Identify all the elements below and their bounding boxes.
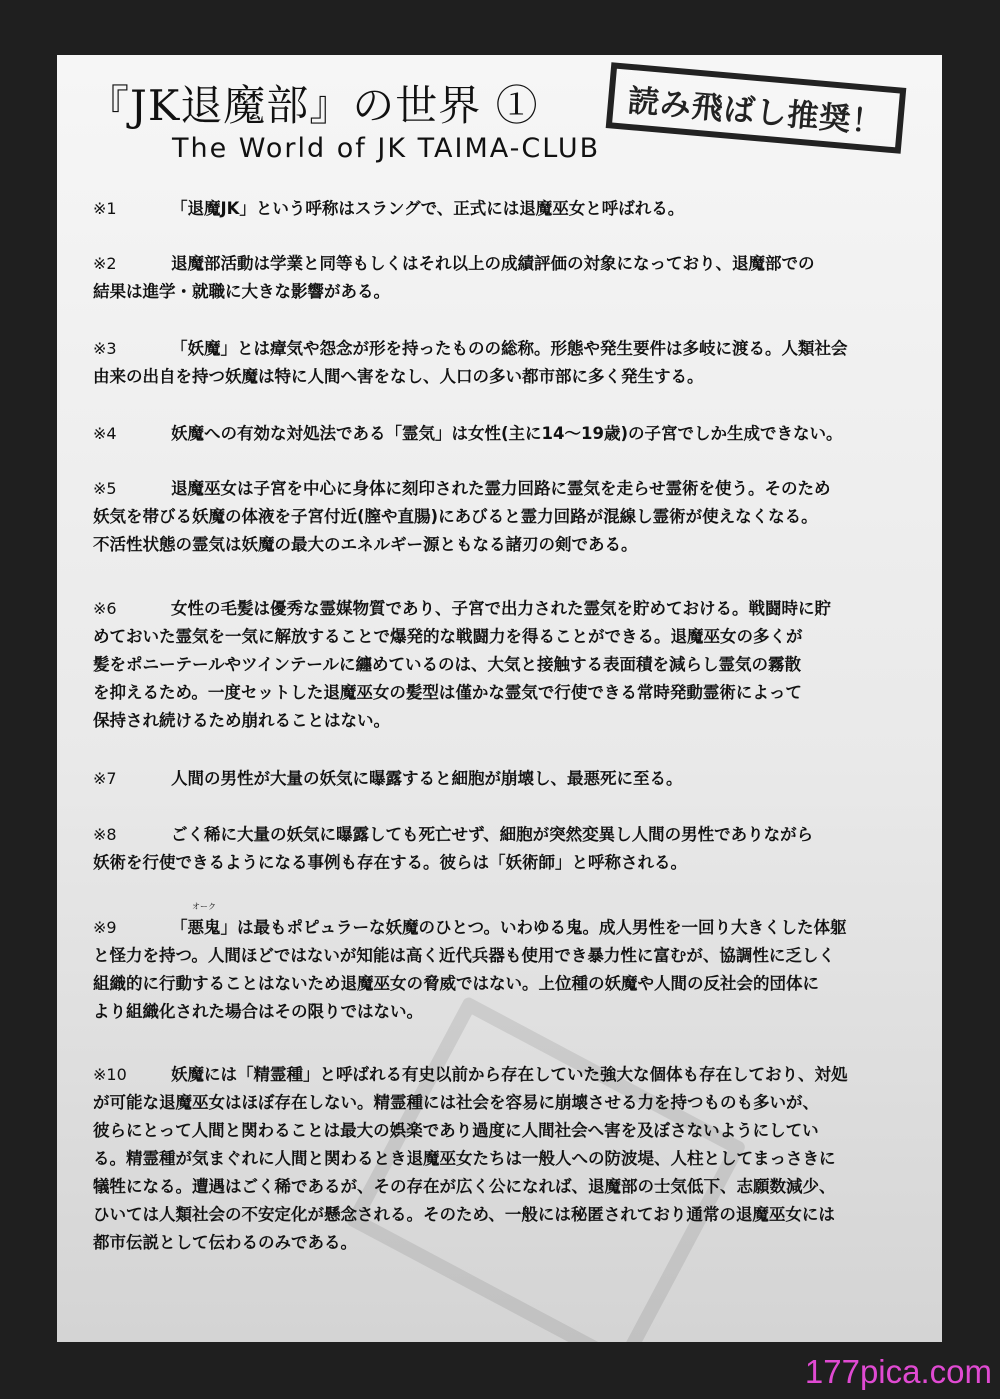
note-line: 犠牲になる。遭遇はごく稀であるが、その存在が広く公になれば、退魔部の士気低下、志願数減少、 [93, 1177, 836, 1196]
note-line: 「妖魔」とは瘴気や怨念が形を持ったものの総称。形態や発生要件は多岐に渡る。人類社会 [171, 339, 848, 358]
note-number: ※10 [93, 1065, 127, 1084]
note-line: と怪力を持つ。人間ほどではないが知能は高く近代兵器も使用でき暴力性に富むが、協調性に乏しく [93, 946, 835, 965]
note-line: 妖魔には「精霊種」と呼ばれる有史以前から存在していた強大な個体も存在しており、対処 [171, 1065, 848, 1084]
note-line: 髪をポニーテールやツインテールに纏めているのは、大気と接触する表面積を減らし霊気の霧散 [93, 655, 802, 674]
note-line-text: は最もポピュラーな妖魔のひとつ。いわゆる鬼。成人男性を一回り大きくした体躯 [237, 918, 847, 937]
note-line: る。精霊種が気まぐれに人間と関わるとき退魔巫女たちは一般人への防波堤、人柱としてまっさきに [93, 1149, 836, 1168]
note-line: めておいた霊気を一気に解放することで爆発的な戦闘力を得ることができる。退魔巫女の多くが [93, 627, 803, 646]
site-watermark-url: 177pica.com [804, 1353, 992, 1390]
note-line: 人間の男性が大量の妖気に曝露すると細胞が崩壊し、最悪死に至る。 [171, 769, 683, 788]
note-line: 妖魔への有効な対処法である「霊気」は女性(主に14〜19歳)の子宮でしか生成できない。 [171, 424, 843, 443]
note-number: ※8 [93, 825, 117, 844]
note-6 [93, 595, 923, 735]
note-line: ひいては人類社会の不安定化が懸念される。そのため、一般には秘匿されており通常の退魔巫女には [93, 1205, 835, 1224]
ruby-term [171, 902, 237, 942]
note-line: 妖気を帯びる妖魔の体液を子宮付近(膣や直腸)にあびると霊力回路が混線し霊術が使えなくなる。 [93, 507, 818, 526]
paper-page [57, 55, 942, 1342]
note-1 [93, 195, 923, 223]
ruby-base: 「悪鬼」 [171, 918, 237, 937]
note-line: 都市伝説として伝わるのみである。 [93, 1233, 357, 1252]
note-number: ※9 [93, 918, 117, 937]
note-line [93, 902, 923, 942]
note-3 [93, 335, 923, 391]
note-number: ※7 [93, 769, 117, 788]
note-line: 不活性状態の霊気は妖魔の最大のエネルギー源ともなる諸刃の剣である。 [93, 535, 638, 554]
note-line: 彼らにとって人間と関わることは最大の娯楽であり過度に人間社会へ害を及ぼさないようにしてい [93, 1121, 819, 1140]
note-number: ※3 [93, 339, 117, 358]
note-number: ※4 [93, 424, 117, 443]
note-line: 女性の毛髪は優秀な霊媒物質であり、子宮で出力された霊気を貯めておける。戦闘時に貯 [171, 599, 831, 618]
note-7 [93, 765, 923, 793]
note-number: ※2 [93, 254, 117, 273]
ruby-reading: オーク [192, 902, 216, 911]
note-line: 退魔部活動は学業と同等もしくはそれ以上の成績評価の対象になっており、退魔部での [171, 254, 815, 273]
note-10 [93, 1061, 923, 1257]
note-line: より組織化された場合はその限りではない。 [93, 1002, 423, 1021]
note-number: ※5 [93, 479, 117, 498]
note-2 [93, 250, 923, 306]
note-line: 妖術を行使できるようになる事例も存在する。彼らは「妖術師」と呼称される。 [93, 853, 687, 872]
note-line: 「退魔JK」という呼称はスラングで、正式には退魔巫女と呼ばれる。 [171, 199, 685, 218]
note-line: 組織的に行動することはないため退魔巫女の脅威ではない。上位種の妖魔や人間の反社会的団体に [93, 974, 819, 993]
note-number: ※1 [93, 199, 117, 218]
page-subtitle: The World of JK TAIMA-CLUB [172, 133, 601, 164]
skip-recommended-stamp: 読み飛ばし推奨！ [606, 62, 907, 154]
note-4 [93, 420, 923, 448]
note-line: 結果は進学・就職に大きな影響がある。 [93, 282, 390, 301]
note-line: を抑えるため。一度セットした退魔巫女の髪型は僅かな霊気で行使できる常時発動霊術によって [93, 683, 802, 702]
page-title: 『JK退魔部』の世界 ① [87, 81, 539, 130]
note-line: ごく稀に大量の妖気に曝露しても死亡せず、細胞が突然変異し人間の男性でありながら [171, 825, 814, 844]
note-5 [93, 475, 923, 559]
note-8 [93, 821, 923, 877]
note-number: ※6 [93, 599, 117, 618]
note-line: が可能な退魔巫女はほぼ存在しない。精霊種には社会を容易に崩壊させる力を持つものも多いが、 [93, 1093, 819, 1112]
note-line: 退魔巫女は子宮を中心に身体に刻印された霊力回路に霊気を走らせ霊術を使う。そのため [171, 479, 831, 498]
note-9 [93, 902, 923, 1026]
note-line: 由来の出自を持つ妖魔は特に人間へ害をなし、人口の多い都市部に多く発生する。 [93, 367, 704, 386]
note-line: 保持され続けるため崩れることはない。 [93, 711, 390, 730]
